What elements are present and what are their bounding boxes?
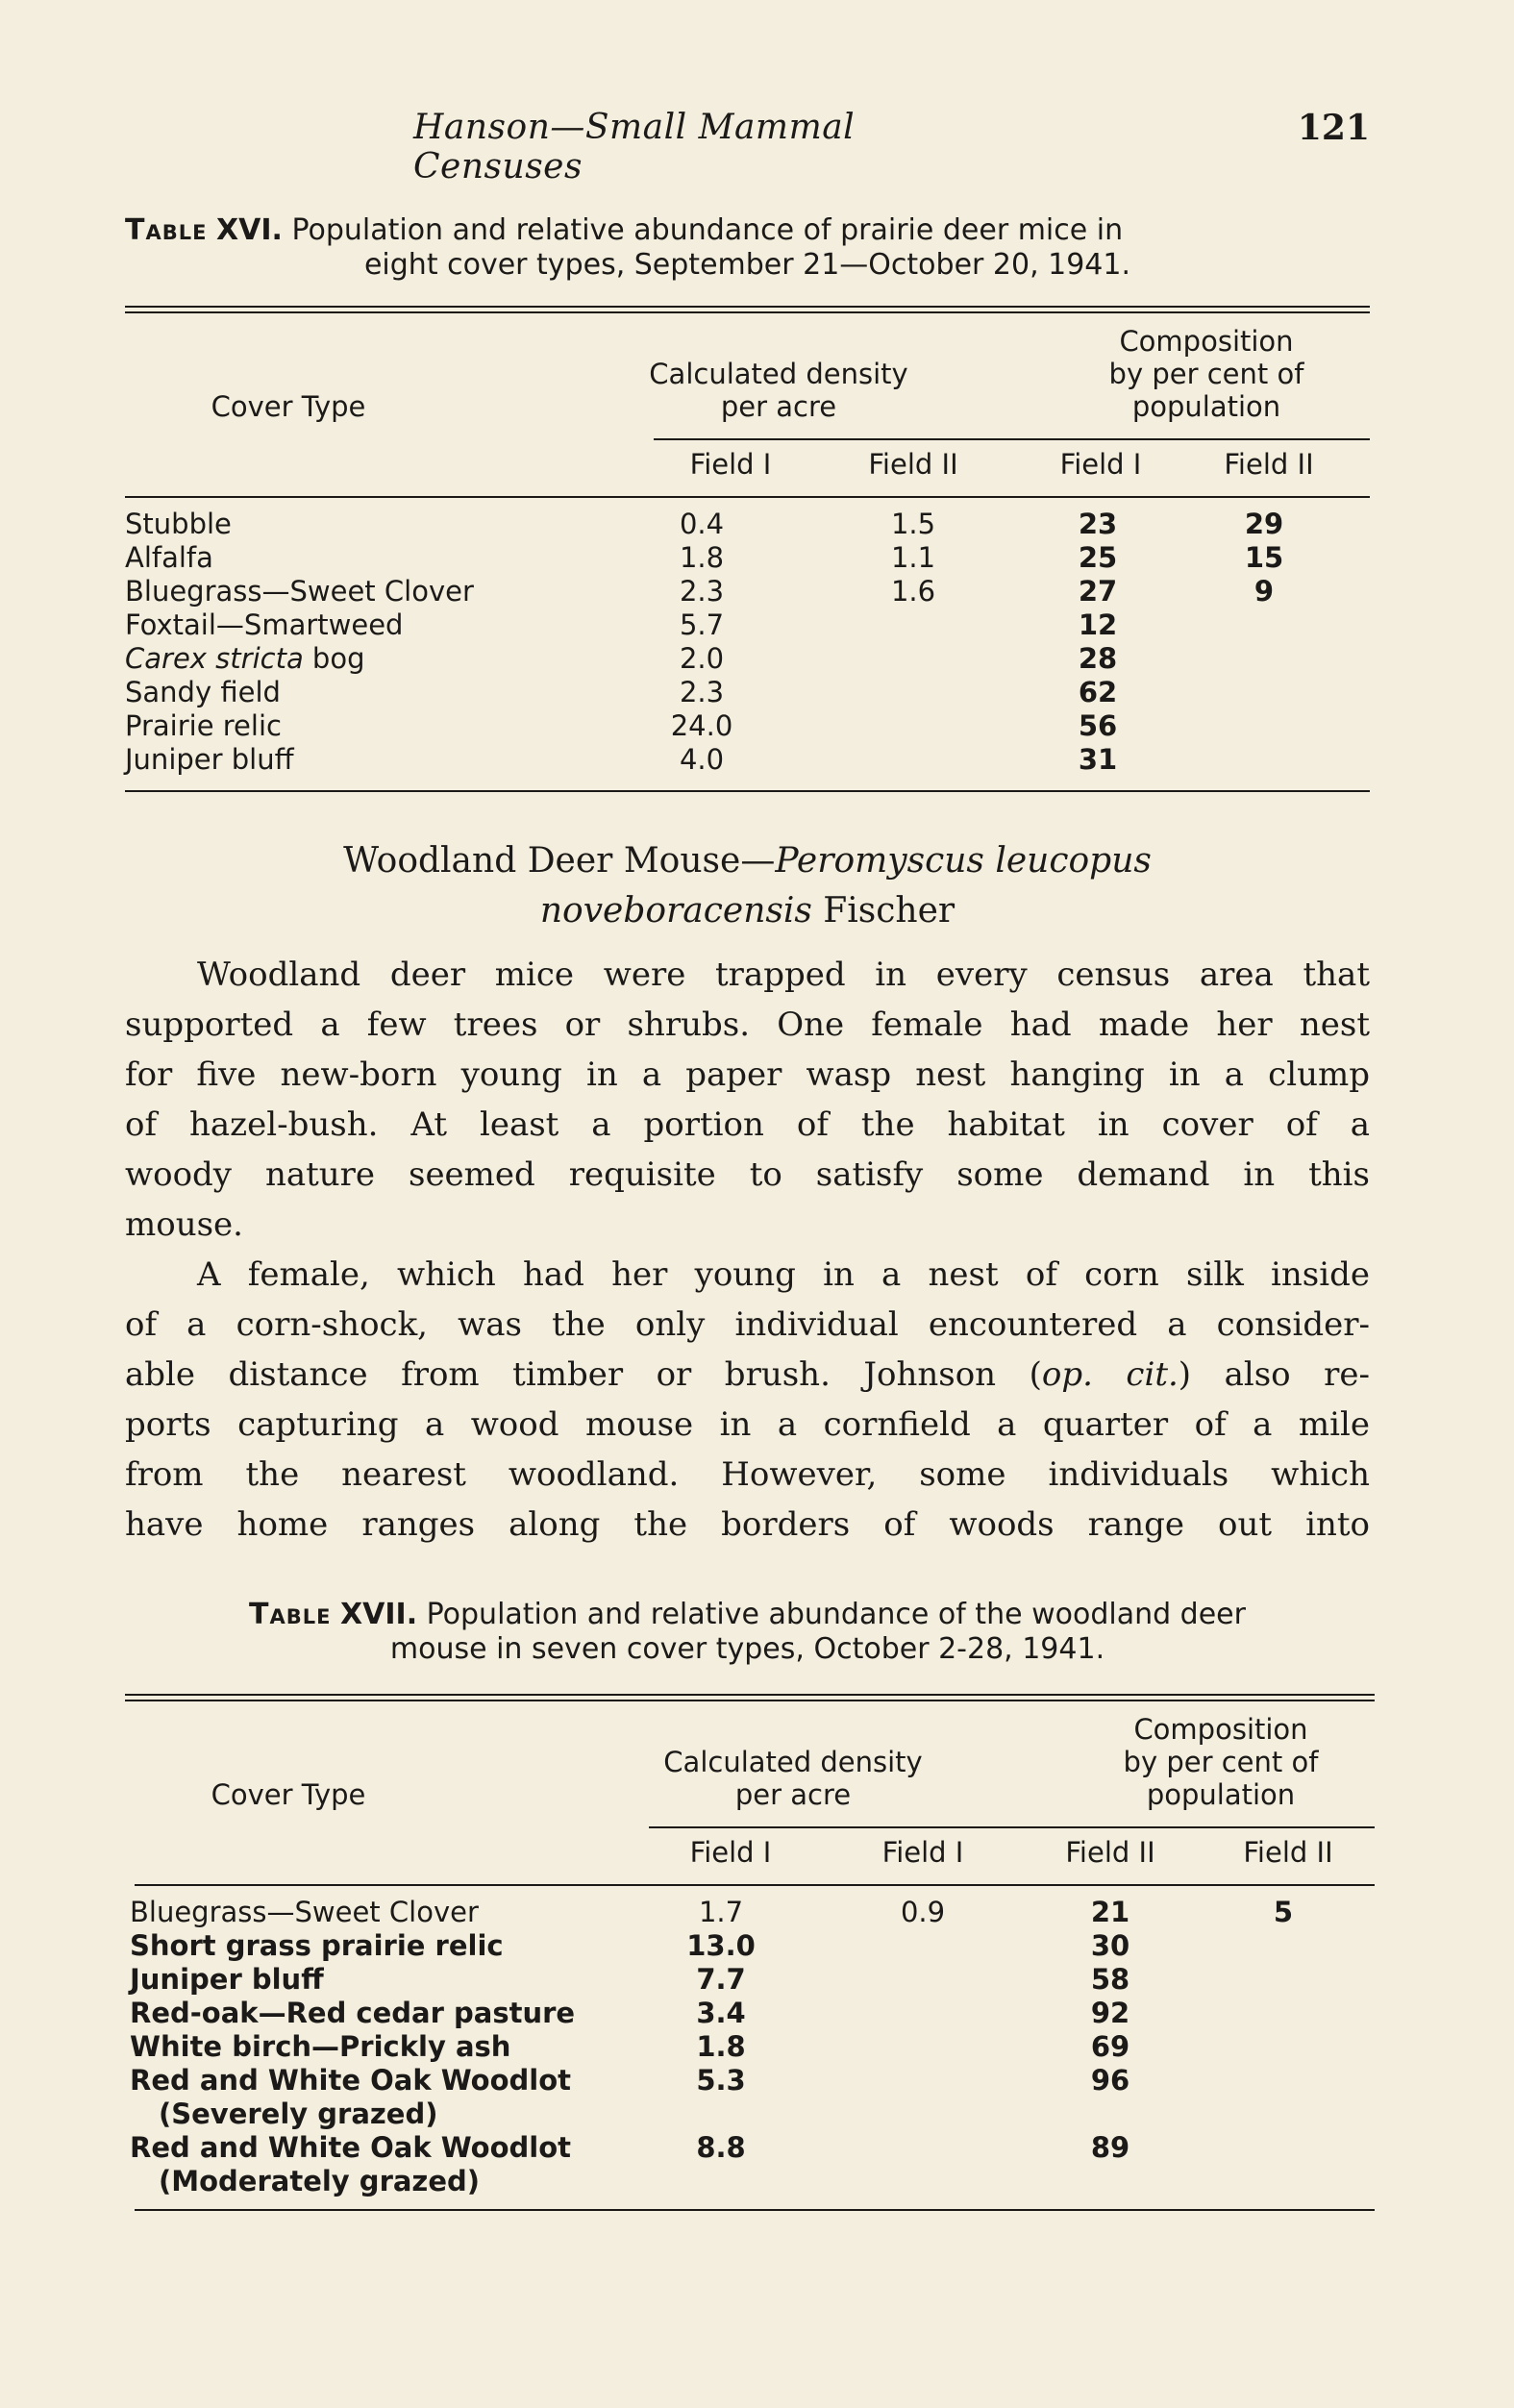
table-cell: 5.7 [679, 608, 725, 641]
table-cell: 2.3 [679, 575, 725, 608]
header-line: population [1131, 390, 1281, 423]
running-header [125, 108, 1370, 186]
column-header-composition [1062, 1713, 1379, 1811]
column-header-density [625, 358, 932, 423]
table-cell: (Moderately grazed) [159, 2165, 480, 2197]
header-line: Composition [1133, 1713, 1308, 1746]
table-rule [654, 438, 1370, 440]
column-header-density [639, 1746, 947, 1811]
heading-subspecies: noveboracensis [539, 891, 812, 931]
subheader: Field II [1065, 1836, 1155, 1869]
text-line: ports capturing a wood mouse in a cornfield a quarter of a mile [125, 1405, 1370, 1444]
table-cell: 89 [1090, 2131, 1130, 2164]
table-cell: Stubble [125, 508, 232, 540]
table-cell: White birch—Prickly ash [130, 2030, 511, 2063]
table-cell: Red and White Oak Woodlot [130, 2064, 572, 2097]
table-rule [135, 2209, 1375, 2211]
table-cell: 96 [1090, 2064, 1130, 2097]
text-line: of a corn-shock, was the only individual encountered a consider- [125, 1305, 1370, 1344]
subheader: Field II [1224, 448, 1314, 481]
italic-text: Carex stricta [125, 642, 304, 675]
table-cell: 8.8 [696, 2131, 746, 2164]
table-16 [125, 306, 1370, 796]
header-line: Calculated density [649, 358, 908, 390]
table-cell: 0.9 [900, 1896, 946, 1928]
table-16-caption [125, 213, 1370, 283]
text-line: Woodland deer mice were trapped in every census area that [197, 956, 1370, 994]
column-header-composition [1048, 325, 1365, 423]
text-line: from the nearest woodland. However, some individuals which [125, 1455, 1370, 1494]
text-line [125, 1350, 1370, 1400]
citation: op. cit. [1041, 1355, 1179, 1394]
table-cell: Alfalfa [125, 541, 213, 574]
table-cell: Prairie relic [125, 709, 282, 742]
table-cell: 9 [1253, 575, 1275, 608]
table-cell: 27 [1078, 575, 1118, 608]
table-cell: 28 [1078, 642, 1118, 675]
table-rule [125, 306, 1370, 308]
heading-common-name: Woodland Deer Mouse— [343, 841, 776, 881]
table-number: XVII. [340, 1598, 418, 1631]
table-cell: Juniper bluff [125, 743, 294, 776]
table-cell: 13.0 [686, 1929, 756, 1962]
subheader: Field I [689, 1836, 772, 1869]
table-rule [135, 1884, 1375, 1886]
table-rule [125, 311, 1370, 313]
text-line: A female, which had her young in a nest of corn silk inside [197, 1255, 1370, 1294]
body-paragraph [125, 1250, 1370, 1550]
plain-text: bog [303, 642, 365, 675]
text-line: for five new-born young in a paper wasp nest hanging in a clump [125, 1055, 1370, 1094]
table-cell: Sandy field [125, 676, 281, 708]
table-cell: 1.7 [698, 1896, 744, 1928]
table-cell: (Severely grazed) [159, 2098, 438, 2130]
table-cell: 31 [1078, 743, 1118, 776]
header-line: Composition [1119, 325, 1294, 358]
page-number: 121 [1297, 108, 1370, 148]
table-cell: 4.0 [679, 743, 725, 776]
table-cell: 29 [1244, 508, 1284, 540]
column-header-cover-type: Cover Type [211, 1778, 366, 1811]
text-line: of hazel-bush. At least a portion of the habitat in cover of a [125, 1105, 1370, 1144]
table-cell: 2.0 [679, 642, 725, 675]
caption-line: eight cover types, September 21—October 20, 1941. [363, 248, 1131, 282]
table-cell: 0.4 [679, 508, 725, 540]
text-fragment: ) also re- [1178, 1355, 1370, 1394]
table-cell: 3.4 [696, 1997, 746, 2029]
body-paragraph [125, 950, 1370, 1250]
header-line: per acre [734, 1778, 852, 1811]
table-cell: Short grass prairie relic [130, 1929, 504, 1962]
table-cell: 1.8 [696, 2030, 746, 2063]
table-cell: 1.5 [890, 508, 936, 540]
table-rule [125, 1700, 1375, 1701]
table-number: XVI. [216, 213, 283, 247]
subheader: Field II [1243, 1836, 1333, 1869]
text-fragment: able distance from timber or brush. Johnson ( [125, 1355, 1042, 1394]
table-cell: 24.0 [670, 709, 733, 742]
text-line: supported a few trees or shrubs. One female had made her nest [125, 1005, 1370, 1044]
table-cell: 56 [1078, 709, 1118, 742]
header-line: per acre [720, 390, 837, 423]
table-17 [125, 1694, 1375, 2213]
subheader: Field I [689, 448, 772, 481]
table-cell: 15 [1244, 541, 1284, 574]
table-cell: 12 [1078, 608, 1118, 641]
table-rule [649, 1826, 1375, 1828]
column-header-cover-type: Cover Type [211, 390, 366, 423]
table-cell: 62 [1078, 676, 1118, 708]
header-line: by per cent of [1108, 358, 1304, 390]
table-cell: 69 [1090, 2030, 1130, 2063]
table-label: Table [249, 1598, 332, 1631]
table-cell: 5.3 [696, 2064, 746, 2097]
text-line: mouse. [125, 1205, 243, 1244]
table-cell: 1.1 [890, 541, 936, 574]
table-label: Table [125, 213, 208, 247]
table-cell: 58 [1090, 1963, 1130, 1996]
table-cell: Red and White Oak Woodlot [130, 2131, 572, 2164]
table-cell: 23 [1078, 508, 1118, 540]
table-rule [125, 1694, 1375, 1696]
table-cell [125, 642, 365, 676]
table-cell: Foxtail—Smartweed [125, 608, 404, 641]
caption-line: mouse in seven cover types, October 2-28, 1941. [389, 1632, 1105, 1666]
header-line: Calculated density [663, 1746, 923, 1778]
table-cell: 2.3 [679, 676, 725, 708]
subheader: Field I [881, 1836, 964, 1869]
table-17-caption [125, 1598, 1370, 1667]
header-line: population [1146, 1778, 1296, 1811]
text-line: woody nature seemed requisite to satisfy some demand in this [125, 1155, 1370, 1194]
text-line: have home ranges along the borders of woods range out into [125, 1505, 1370, 1544]
header-line: by per cent of [1123, 1746, 1319, 1778]
table-cell: 5 [1273, 1896, 1294, 1928]
table-cell: 7.7 [696, 1963, 746, 1996]
heading-genus-species: Peromyscus leucopus [775, 841, 1152, 881]
section-heading [125, 836, 1370, 936]
subheader: Field II [868, 448, 958, 481]
heading-author: Fischer [811, 891, 956, 931]
table-cell: Red-oak—Red cedar pasture [130, 1997, 576, 2029]
table-cell: 25 [1078, 541, 1118, 574]
table-cell: 92 [1090, 1997, 1130, 2029]
table-cell: 21 [1090, 1896, 1130, 1928]
table-cell: Juniper bluff [130, 1963, 324, 1996]
running-title: Hanson—Small Mammal Censuses [413, 108, 856, 186]
table-cell: Bluegrass—Sweet Clover [130, 1896, 479, 1928]
table-cell: 1.6 [890, 575, 936, 608]
caption-line: Population and relative abundance of the woodland deer [426, 1598, 1246, 1631]
table-rule [125, 496, 1370, 498]
subheader: Field I [1059, 448, 1142, 481]
caption-line: Population and relative abundance of prairie deer mice in [291, 213, 1124, 247]
table-rule [125, 790, 1370, 792]
table-cell: 30 [1090, 1929, 1130, 1962]
table-cell: 1.8 [679, 541, 725, 574]
table-cell: Bluegrass—Sweet Clover [125, 575, 474, 608]
